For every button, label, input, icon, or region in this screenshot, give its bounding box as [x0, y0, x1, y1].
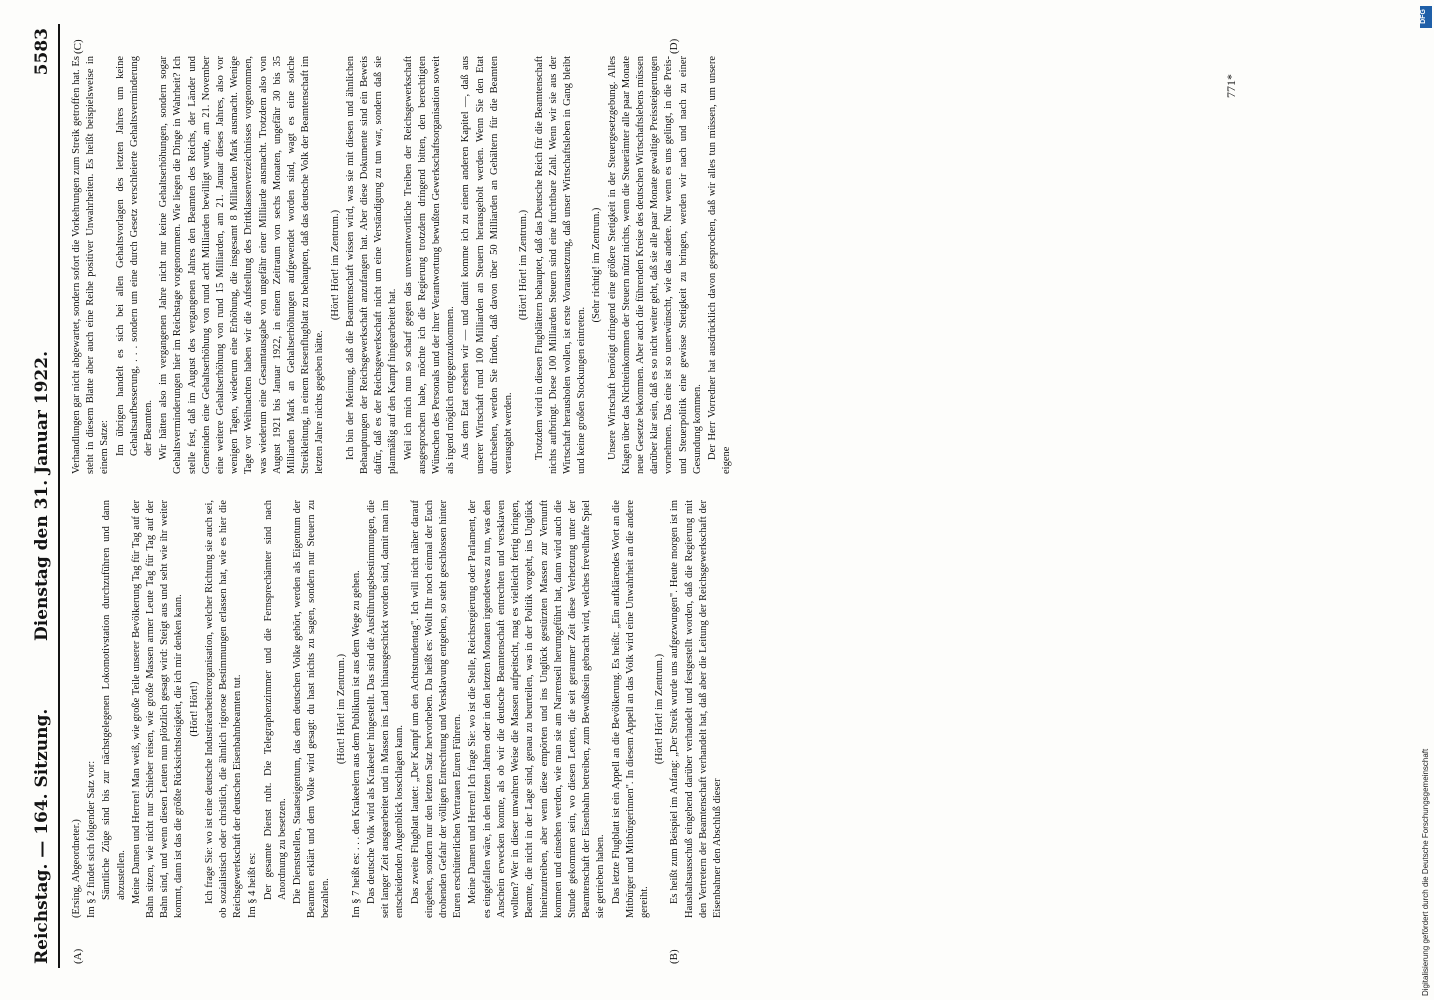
interjection: (Hört! Hört! im Zentrum.): [654, 653, 666, 765]
paragraph: Im § 7 heißt es: . . . den Krakeelern aus dem Publikum ist aus dem Wege zu gehen.: [350, 570, 362, 918]
header-session: Reichstag. — 164. Sitzung.: [32, 708, 52, 964]
paragraph: Der Herr Vorredner hat ausdrücklich davon gesprochen, daß wir alles tun müssen, um unsere eigene: [706, 56, 733, 474]
interjection: (Hört! Hört!): [188, 681, 200, 737]
paragraph: Ich frage Sie: wo ist eine deutsche Industriearbeiterorganisation, welcher Richtung sie auch sei, ob sozialistisch oder christlich, die ähnlich rigorose Bestimmungen erlassen hat, wie es hier die Reichsgewerkschaft der deutschen Eisenbahnbeamten tut.: [203, 500, 244, 918]
paragraph: Es heißt zum Beispiel im Anfang: „Der Streik wurde uns aufgezwungen". Heute morgen ist im Haushaltsausschuß eingehend darüber verhandelt und festgestellt worden, daß die Regierung mit den Vertretern der Beamtenschaft verhandelt hat, daß aber die Leitung der Reichsgewerkschaft der Eisenbahner den Abschluß dieser: [669, 500, 723, 918]
header-date: Dienstag den 31. Januar 1922.: [32, 351, 52, 641]
margin-letter-d: (D): [668, 38, 680, 54]
paragraph: Wir hätten also im vergangenen Jahre nicht nur keine Gehaltserhöhungen, sondern sogar Gehaltsverminderungen hier im Reichstage vorgenommen. Wie liegen die Dinge in Wahrheit? Ich stelle fest, daß im August des vergangenen Jahres den Beamten des Reichs, der Länder und Gemeinden eine Gehaltserhöhung von rund acht Milliarden bewilligt wurde, am 21. November eine weitere Gehaltserhöhung von rund 15 Milliarden, am 21. Januar dieses Jahres, also vor wenigen Tagen, wiederum eine Erhöhung, die insgesamt 8 Milliarden Mark ausmacht. Wenige Tage vor Weihnachten haben wir die Aufstellung des Drittklassenverzeichnisses vorgenommen, was wiederum eine Gesamtausgabe von ungefähr einer Milliarde ausmacht. Trotzdem also von August 1921 bis Januar 1922, in einem Zeitraum von sechs Monaten, ungefähr 30 bis 35 Milliarden Mark an Gehaltserhöhungen aufgewendet worden sind, wagt es eine solche Streikleitung, in einem Riesenflugblatt zu behaupten, daß das deutsche Volk der Beamtenschaft im letzten Jahre nichts gegeben hätte.: [158, 56, 326, 474]
paragraph: Ich bin der Meinung, daß die Beamtenschaft wissen wird, was sie mit diesen und ähnlichen Behauptungen der Reichsgewerkschaft anzufangen hat. Aber diese Dokumente sind ein Beweis dafür, daß es der Reichsgewerkschaft nicht um eine Verständigung zu tun war, sondern daß sie planmäßig auf den Kampf hingearbeitet hat.: [344, 56, 399, 474]
paragraph: Der gesamte Dienst ruht. Die Telegraphenzimmer und die Fernsprechämter sind nach Anordnung zu besetzen.: [262, 500, 288, 900]
paragraph: Verhandlungen gar nicht abgewartet, sondern sofort die Vorkehrungen zum Streik getroffen hat. Es steht in diesem Blatte aber auch eine Reihe positiver Unwahrheiten. Es heißt beispielsweise in einem Satze:: [71, 56, 111, 474]
paragraph: Das deutsche Volk wird als Krakeeler hingestellt. Das sind die Ausführungsbestimmungen, die seit langer Zeit ausgearbeitet und in Massen ins Land hinausgeschickt worden sind, damit man im entscheidenden Augenblick losschlagen kann.: [366, 500, 406, 918]
paragraph: Das zweite Flugblatt lautet: „Der Kampf um den Achtstundentag". Ich will nicht näher darauf eingehen, sondern nur den letzten Satz hervorheben. Da heißt es: Wollt Ihr noch einmal der Euch drohenden Gefahr der völligen Entrechtung und Versklavung entgehen, so steht geschlossen hinter Euren erschütterlichen Vertrauen Euren Führern.: [409, 500, 464, 918]
digitization-note: Digitalisierung gefördert durch die Deutsche Forschungsgemeinschaft: [1421, 748, 1430, 996]
left-text-column: [70, 500, 726, 918]
interjection: (Sehr richtig! im Zentrum.): [591, 207, 603, 323]
paragraph: Die Dienststellen, Staatseigentum, das dem deutschen Volke gehört, werden als Eigentum der Beamten erklärt und dem Volke wird gesagt: du hast nichts zu sagen, sondern nur Steuern zu bezahlen.: [292, 500, 332, 918]
interjection: (Hört! Hört! im Zentrum.): [518, 209, 530, 321]
sheet-signature: 771*: [1224, 74, 1238, 98]
paragraph: Sämtliche Züge sind bis zur nächstgelegenen Lokomotivstation durchzuführen und dann abzustellen.: [101, 500, 127, 900]
paragraph: Im übrigen handelt es sich bei allen Gehaltsvorlagen des letzten Jahres um keine Gehaltsaufbesserung, . . . sondern um eine durch Gesetz verschleierte Gehaltsverminderung der Beamten.: [114, 56, 155, 456]
paragraph: Das letzte Flugblatt ist ein Appell an die Bevölkerung. Es heißt: „Ein aufklärendes Wort an die Mitbürger und Mitbürgerinnen". In diesem Appell an das Volk wird eine Unwahrheit an die andere gereiht.: [610, 500, 650, 918]
header-page-number: 5583: [32, 28, 52, 76]
margin-letter-b: (B): [668, 949, 680, 964]
paragraph: (Ersing, Abgeordneter.): [71, 819, 82, 918]
margin-letter-a: (A): [72, 948, 84, 964]
paragraph: Aus dem Etat ersehen wir — und damit komme ich zu einem anderen Kapitel —, daß aus unserer Wirtschaft rund 100 Milliarden an Steuern herausgeholt werden. Wenn Sie den Etat durchsehen, werden Sie finden, daß davon über 50 Milliarden an Gehältern für die Beamten verausgabt werden.: [460, 56, 515, 474]
right-text-column: [70, 56, 735, 474]
paragraph: Meine Damen und Herren! Ich frage Sie: wo ist die Stelle, Reichsregierung oder Parlament, der es eingefallen wäre, in den letzten Jahren oder in den letzten Monaten irgendetwas zu tun, was den Anschein erwecken konnte, als ob wir die deutsche Beamtenschaft entrechten und versklaven wollten? Wer in dieser unwahren Weise die Massen aufpeitscht, mag es vielleicht fertig bringen, Beamte, die nicht in der Lage sind, genau zu beurteilen, was in der Politik vorgeht, ins Unglück hineinzutreiben, aber wenn diese empörten und ins Unglück gestürzten Massen zur Vernunft kommen und einsehen werden, wie man sie am Narrenseil herumgeführt hat, dann wird auch die Stunde gekommen sein, wo diesen Leuten, die seit geraumer Zeit diese Verhetzung unter der Beamtenschaft der Eisenbahn betreiben, zum Bewußtsein gebracht wird, welches frevelhafte Spiel sie getrieben haben.: [467, 500, 607, 918]
interjection: (Hört! Hört! im Zentrum.): [329, 209, 341, 321]
paragraph: Im § 2 findet sich folgender Satz vor:: [86, 760, 98, 918]
paragraph: Unsere Wirtschaft benötigt dringend eine größere Stetigkeit in der Steuergesetzgebung. Alles Klagen über das Nichteinkommen der Steuern nützt nichts, wenn die Steuerämter alle paar Monate neue Gesetze bekommen. Aber auch die führenden Kreise des deutschen Wirtschaftslebens müssen darüber klar sein, daß es so nicht weiter geht, daß sie alle paar Monate gewaltige Preissteigerungen vornehmen. Das eine ist so unerwünscht, wie das andere. Nur wenn es uns gelingt, in die Preis- und Steuerpolitik eine gewisse Stetigkeit zu bringen, werden wir nach und nach zu einer Gesundung kommen.: [606, 56, 703, 474]
running-header: [28, 24, 60, 968]
paragraph: Im § 4 heißt es:: [247, 852, 259, 918]
margin-letter-c: (C): [72, 39, 84, 54]
dfg-logo: [1420, 6, 1432, 28]
paragraph: Meine Damen und Herren! Man weiß, wie große Teile unserer Bevölkerung Tag für Tag auf der Bahn sitzen, wie nicht nur Schieber reisen, wie große Massen armer Leute Tag für Tag auf der Bahn sind, und wenn diesen Leuten nun plötzlich gesagt wird: Steigt aus und seht wie ihr weiter kommt, dann ist das die größte Rücksichtslosigkeit, die ich mir denken kann.: [130, 500, 185, 918]
paragraph: Weil ich mich nun so scharf gegen das unverantwortliche Treiben der Reichsgewerkschaft ausgesprochen habe, möchte ich die Regierung trotzdem dringend bitten, den berechtigten Wünschen des Personals und der ihrer Verantwortung bewußten Gewerkschaftsorganisation soweit als irgend möglich entgegenzukommen.: [402, 56, 457, 474]
rotated-page-content: [28, 24, 1264, 968]
interjection: (Hört! Hört! im Zentrum.): [335, 653, 347, 765]
paragraph: Trotzdem wird in diesen Flugblättern behauptet, daß das Deutsche Reich für die Beamtenschaft nichts aufbringt. Diese 100 Milliarden Steuern sind eine furchtbare Zahl. Wenn wir sie aus der Wirtschaft herausholen wollen, ist erste Voraussetzung, daß unser Wirtschaftsleben in Gang bleibt und keine großen Stockungen eintreten.: [533, 56, 588, 474]
dfg-logo-text: DFG: [1419, 9, 1427, 24]
